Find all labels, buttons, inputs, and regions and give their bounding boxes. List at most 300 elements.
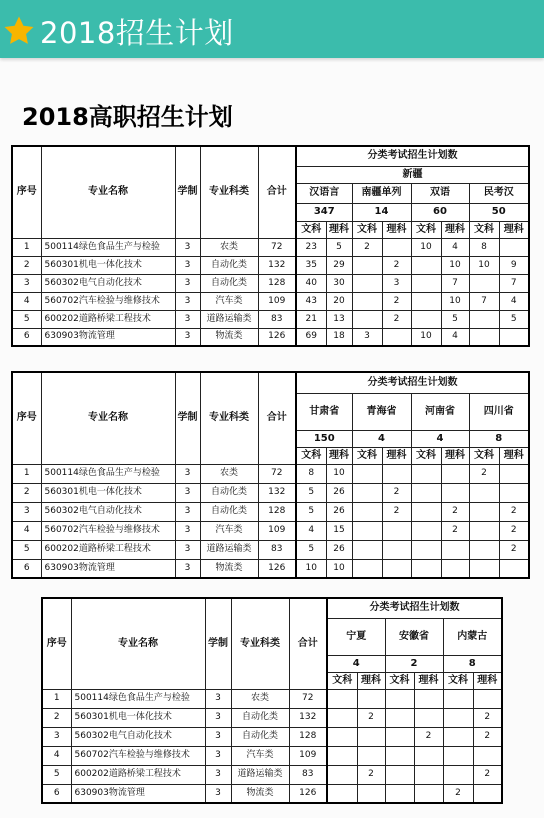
header-category: 专业科类 [200, 372, 258, 464]
row-duration: 3 [175, 292, 200, 310]
row-seq: 4 [12, 292, 41, 310]
plan-count-cell [499, 238, 529, 256]
row-major-name: 500114绿色食品生产与检验 [41, 238, 175, 256]
plan-count-cell [441, 464, 469, 483]
plan-count-cell [352, 292, 382, 310]
plan-count-cell [443, 765, 473, 784]
row-duration: 3 [175, 464, 200, 483]
table-row [12, 256, 529, 274]
row-duration: 3 [175, 310, 200, 328]
row-duration: 3 [175, 540, 200, 559]
plan-count-cell: 4 [441, 328, 469, 346]
header-science: 理科 [441, 447, 469, 464]
region-header: 新疆 [296, 166, 529, 183]
row-seq: 5 [12, 310, 41, 328]
table-row [12, 310, 529, 328]
header-seq: 序号 [12, 372, 41, 464]
plan-count-cell [411, 256, 441, 274]
plan-count-cell [469, 559, 499, 578]
row-seq: 1 [42, 689, 71, 708]
row-total: 83 [258, 540, 296, 559]
row-major-name: 560302电气自动化技术 [41, 274, 175, 292]
plan-count-cell [414, 784, 443, 803]
plan-count-cell [385, 784, 414, 803]
header-science: 理科 [326, 221, 352, 238]
plan-count-cell [411, 274, 441, 292]
plan-count-cell: 5 [441, 310, 469, 328]
row-major-name: 500114绿色食品生产与检验 [71, 689, 205, 708]
plan-count-cell [327, 708, 357, 727]
header-duration: 学制 [175, 146, 200, 238]
plan-count-cell: 2 [441, 502, 469, 521]
plan-count-cell [352, 502, 382, 521]
plan-count-cell [473, 784, 502, 803]
group-count: 150 [296, 430, 352, 447]
group-name: 甘肃省 [296, 393, 352, 430]
group-count: 50 [469, 203, 529, 221]
header-exam-plan: 分类考试招生计划数 [296, 372, 529, 393]
row-category: 汽车类 [231, 746, 289, 765]
plan-count-cell [443, 746, 473, 765]
row-category: 道路运输类 [231, 765, 289, 784]
row-total: 132 [289, 708, 327, 727]
plan-count-cell [352, 540, 382, 559]
row-major-name: 600202道路桥梁工程技术 [41, 540, 175, 559]
plan-count-cell: 3 [352, 328, 382, 346]
plan-count-cell: 26 [326, 502, 352, 521]
table-row [12, 238, 529, 256]
row-major-name: 560302电气自动化技术 [71, 727, 205, 746]
plan-count-cell [469, 274, 499, 292]
plan-count-cell [352, 274, 382, 292]
row-major-name: 560702汽车检验与维修技术 [41, 521, 175, 540]
table-row [12, 274, 529, 292]
plan-count-cell: 2 [382, 292, 411, 310]
row-category: 汽车类 [200, 521, 258, 540]
plan-count-cell [414, 689, 443, 708]
group-count: 4 [327, 655, 385, 672]
plan-count-cell: 40 [296, 274, 326, 292]
plan-count-cell: 10 [441, 292, 469, 310]
row-duration: 3 [175, 238, 200, 256]
plan-count-cell: 8 [469, 238, 499, 256]
header-arts: 文科 [352, 447, 382, 464]
row-major-name: 500114绿色食品生产与检验 [41, 464, 175, 483]
plan-count-cell: 2 [414, 727, 443, 746]
plan-count-cell [352, 256, 382, 274]
enrollment-table-provinces-a [11, 371, 530, 579]
plan-count-cell: 30 [326, 274, 352, 292]
plan-count-cell: 2 [382, 502, 411, 521]
row-duration: 3 [175, 521, 200, 540]
header-science: 理科 [382, 221, 411, 238]
header-arts: 文科 [443, 672, 473, 689]
row-seq: 2 [12, 256, 41, 274]
plan-count-cell [414, 746, 443, 765]
header-category: 专业科类 [200, 146, 258, 238]
plan-count-cell: 2 [469, 464, 499, 483]
plan-count-cell [357, 784, 385, 803]
row-seq: 2 [42, 708, 71, 727]
header-total: 合计 [289, 598, 327, 689]
group-count: 14 [352, 203, 411, 221]
plan-count-cell [385, 708, 414, 727]
enrollment-table-provinces-b [41, 597, 503, 804]
group-name: 双语 [411, 183, 469, 203]
plan-count-cell: 13 [326, 310, 352, 328]
plan-count-cell: 10 [411, 328, 441, 346]
row-major-name: 600202道路桥梁工程技术 [41, 310, 175, 328]
row-category: 道路运输类 [200, 310, 258, 328]
group-name: 河南省 [411, 393, 469, 430]
plan-count-cell [327, 689, 357, 708]
row-category: 自动化类 [200, 502, 258, 521]
plan-count-cell [385, 746, 414, 765]
plan-count-cell [411, 464, 441, 483]
header-science: 理科 [382, 447, 411, 464]
row-duration: 3 [175, 256, 200, 274]
header-science: 理科 [499, 447, 529, 464]
row-total: 72 [289, 689, 327, 708]
row-total: 132 [258, 256, 296, 274]
plan-count-cell [382, 238, 411, 256]
plan-count-cell [499, 483, 529, 502]
header-seq: 序号 [42, 598, 71, 689]
row-seq: 1 [12, 238, 41, 256]
row-duration: 3 [175, 483, 200, 502]
plan-count-cell [441, 483, 469, 502]
plan-count-cell [357, 727, 385, 746]
row-seq: 1 [12, 464, 41, 483]
header-exam-plan: 分类考试招生计划数 [327, 598, 502, 618]
plan-count-cell: 2 [499, 502, 529, 521]
table-row [42, 708, 502, 727]
header-arts: 文科 [296, 221, 326, 238]
table-row [12, 521, 529, 540]
group-count: 8 [443, 655, 502, 672]
row-major-name: 560702汽车检验与维修技术 [41, 292, 175, 310]
plan-count-cell: 69 [296, 328, 326, 346]
plan-count-cell [411, 521, 441, 540]
plan-count-cell: 10 [411, 238, 441, 256]
plan-count-cell: 10 [296, 559, 326, 578]
header-major: 专业名称 [41, 146, 175, 238]
row-seq: 6 [12, 328, 41, 346]
header-total: 合计 [258, 146, 296, 238]
plan-count-cell [411, 292, 441, 310]
group-count: 60 [411, 203, 469, 221]
plan-count-cell [385, 765, 414, 784]
header-arts: 文科 [385, 672, 414, 689]
row-category: 道路运输类 [200, 540, 258, 559]
row-duration: 3 [175, 328, 200, 346]
plan-count-cell [473, 746, 502, 765]
table-row [42, 746, 502, 765]
plan-count-cell: 10 [326, 464, 352, 483]
plan-count-cell [443, 708, 473, 727]
plan-count-cell [469, 310, 499, 328]
plan-count-cell [411, 502, 441, 521]
plan-count-cell [469, 521, 499, 540]
plan-count-cell: 29 [326, 256, 352, 274]
plan-count-cell [411, 483, 441, 502]
row-category: 物流类 [231, 784, 289, 803]
row-category: 自动化类 [231, 727, 289, 746]
plan-count-cell: 5 [499, 310, 529, 328]
plan-count-cell [499, 464, 529, 483]
plan-count-cell: 2 [382, 256, 411, 274]
plan-count-cell: 2 [473, 727, 502, 746]
plan-count-cell [352, 464, 382, 483]
plan-count-cell: 10 [326, 559, 352, 578]
plan-count-cell [473, 689, 502, 708]
plan-count-cell [352, 559, 382, 578]
plan-count-cell [385, 727, 414, 746]
row-seq: 2 [12, 483, 41, 502]
plan-count-cell [352, 521, 382, 540]
row-duration: 3 [205, 765, 231, 784]
plan-count-cell [469, 502, 499, 521]
table-row [12, 464, 529, 483]
row-category: 物流类 [200, 559, 258, 578]
plan-count-cell: 2 [382, 483, 411, 502]
row-total: 126 [258, 328, 296, 346]
row-duration: 3 [175, 559, 200, 578]
plan-count-cell: 5 [326, 238, 352, 256]
plan-count-cell [414, 765, 443, 784]
plan-count-cell: 20 [326, 292, 352, 310]
row-category: 物流类 [200, 328, 258, 346]
row-total: 128 [258, 274, 296, 292]
plan-count-cell [469, 328, 499, 346]
table-row [42, 784, 502, 803]
row-total: 72 [258, 464, 296, 483]
row-category: 农类 [231, 689, 289, 708]
header-arts: 文科 [296, 447, 326, 464]
plan-count-cell: 5 [296, 502, 326, 521]
table-row [12, 540, 529, 559]
row-total: 128 [289, 727, 327, 746]
header-major: 专业名称 [41, 372, 175, 464]
group-name: 安徽省 [385, 618, 443, 655]
header-exam-plan: 分类考试招生计划数 [296, 146, 529, 166]
row-category: 自动化类 [200, 274, 258, 292]
plan-count-cell: 26 [326, 540, 352, 559]
plan-count-cell [411, 559, 441, 578]
plan-count-cell [385, 689, 414, 708]
banner-title: 2018招生计划 [40, 16, 234, 50]
plan-count-cell [441, 559, 469, 578]
enrollment-table-xinjiang [11, 145, 530, 347]
header-arts: 文科 [327, 672, 357, 689]
plan-count-cell: 2 [382, 310, 411, 328]
row-total: 109 [258, 521, 296, 540]
row-category: 自动化类 [200, 483, 258, 502]
row-seq: 4 [42, 746, 71, 765]
plan-count-cell [382, 328, 411, 346]
header-duration: 学制 [205, 598, 231, 689]
group-name: 四川省 [469, 393, 529, 430]
plan-count-cell [443, 689, 473, 708]
plan-count-cell [441, 540, 469, 559]
row-total: 128 [258, 502, 296, 521]
plan-count-cell [327, 727, 357, 746]
row-duration: 3 [205, 784, 231, 803]
plan-count-cell: 4 [296, 521, 326, 540]
header-science: 理科 [473, 672, 502, 689]
header-science: 理科 [357, 672, 385, 689]
plan-count-cell: 43 [296, 292, 326, 310]
row-category: 农类 [200, 238, 258, 256]
group-name: 内蒙古 [443, 618, 502, 655]
plan-count-cell: 26 [326, 483, 352, 502]
row-duration: 3 [205, 727, 231, 746]
table-row [12, 328, 529, 346]
plan-count-cell [382, 521, 411, 540]
row-total: 126 [289, 784, 327, 803]
plan-count-cell: 2 [357, 708, 385, 727]
plan-count-cell [382, 464, 411, 483]
plan-count-cell: 2 [352, 238, 382, 256]
row-duration: 3 [175, 502, 200, 521]
row-duration: 3 [205, 746, 231, 765]
header-science: 理科 [499, 221, 529, 238]
row-major-name: 560301机电一体化技术 [41, 256, 175, 274]
plan-count-cell: 2 [441, 521, 469, 540]
table-row [42, 765, 502, 784]
plan-count-cell: 10 [441, 256, 469, 274]
plan-count-cell: 21 [296, 310, 326, 328]
row-major-name: 600202道路桥梁工程技术 [71, 765, 205, 784]
group-count: 2 [385, 655, 443, 672]
row-total: 109 [258, 292, 296, 310]
row-total: 126 [258, 559, 296, 578]
plan-count-cell: 35 [296, 256, 326, 274]
plan-count-cell [443, 727, 473, 746]
table-row [12, 483, 529, 502]
group-name: 宁夏 [327, 618, 385, 655]
plan-count-cell [382, 540, 411, 559]
row-seq: 4 [12, 521, 41, 540]
group-count: 347 [296, 203, 352, 221]
row-major-name: 560301机电一体化技术 [71, 708, 205, 727]
plan-count-cell [352, 483, 382, 502]
plan-count-cell [327, 765, 357, 784]
plan-count-cell [411, 540, 441, 559]
header-total: 合计 [258, 372, 296, 464]
row-total: 72 [258, 238, 296, 256]
row-total: 83 [258, 310, 296, 328]
row-category: 农类 [200, 464, 258, 483]
header-seq: 序号 [12, 146, 41, 238]
plan-count-cell: 4 [499, 292, 529, 310]
header-arts: 文科 [411, 221, 441, 238]
header-arts: 文科 [469, 221, 499, 238]
header-banner [0, 0, 544, 58]
plan-count-cell [382, 559, 411, 578]
plan-count-cell: 3 [382, 274, 411, 292]
row-major-name: 630903物流管理 [41, 328, 175, 346]
header-science: 理科 [441, 221, 469, 238]
group-name: 民考汉 [469, 183, 529, 203]
table-row [12, 559, 529, 578]
row-major-name: 560702汽车检验与维修技术 [71, 746, 205, 765]
plan-count-cell: 2 [357, 765, 385, 784]
row-major-name: 630903物流管理 [71, 784, 205, 803]
header-arts: 文科 [469, 447, 499, 464]
row-duration: 3 [175, 274, 200, 292]
plan-count-cell: 2 [443, 784, 473, 803]
row-seq: 5 [42, 765, 71, 784]
plan-count-cell: 7 [469, 292, 499, 310]
row-seq: 3 [12, 502, 41, 521]
row-major-name: 560302电气自动化技术 [41, 502, 175, 521]
row-major-name: 630903物流管理 [41, 559, 175, 578]
group-count: 4 [411, 430, 469, 447]
table-row [42, 727, 502, 746]
header-duration: 学制 [175, 372, 200, 464]
header-science: 理科 [326, 447, 352, 464]
star-icon [2, 14, 36, 48]
row-category: 汽车类 [200, 292, 258, 310]
plan-count-cell [469, 483, 499, 502]
plan-count-cell [469, 540, 499, 559]
plan-count-cell [357, 689, 385, 708]
plan-count-cell: 7 [441, 274, 469, 292]
page-title: 2018高职招生计划 [22, 103, 233, 131]
plan-count-cell [499, 559, 529, 578]
row-seq: 6 [12, 559, 41, 578]
group-count: 8 [469, 430, 529, 447]
row-seq: 3 [42, 727, 71, 746]
plan-count-cell: 5 [296, 540, 326, 559]
plan-count-cell: 23 [296, 238, 326, 256]
group-name: 汉语言 [296, 183, 352, 203]
row-duration: 3 [205, 708, 231, 727]
plan-count-cell: 2 [499, 540, 529, 559]
plan-count-cell: 2 [473, 765, 502, 784]
plan-count-cell: 8 [296, 464, 326, 483]
plan-count-cell [327, 784, 357, 803]
row-total: 132 [258, 483, 296, 502]
plan-count-cell: 2 [473, 708, 502, 727]
row-seq: 3 [12, 274, 41, 292]
header-arts: 文科 [352, 221, 382, 238]
row-seq: 5 [12, 540, 41, 559]
row-category: 自动化类 [231, 708, 289, 727]
plan-count-cell [357, 746, 385, 765]
plan-count-cell: 4 [441, 238, 469, 256]
plan-count-cell: 2 [499, 521, 529, 540]
plan-count-cell [411, 310, 441, 328]
plan-count-cell [327, 746, 357, 765]
header-arts: 文科 [411, 447, 441, 464]
group-name: 青海省 [352, 393, 411, 430]
plan-count-cell: 15 [326, 521, 352, 540]
header-science: 理科 [414, 672, 443, 689]
plan-count-cell: 5 [296, 483, 326, 502]
row-total: 83 [289, 765, 327, 784]
plan-count-cell: 9 [499, 256, 529, 274]
table-row [12, 502, 529, 521]
row-seq: 6 [42, 784, 71, 803]
group-name: 南疆单列 [352, 183, 411, 203]
plan-count-cell [499, 328, 529, 346]
plan-count-cell: 10 [469, 256, 499, 274]
table-row [42, 689, 502, 708]
row-major-name: 560301机电一体化技术 [41, 483, 175, 502]
header-major: 专业名称 [71, 598, 205, 689]
